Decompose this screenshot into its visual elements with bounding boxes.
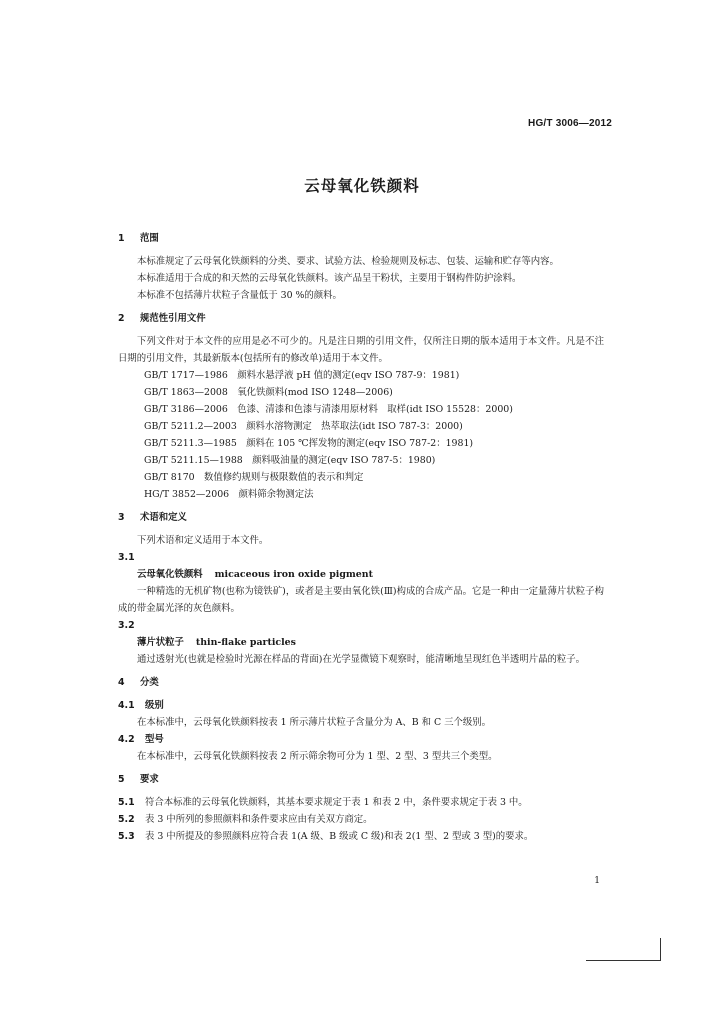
section-heading: 2 规范性引用文件 bbox=[118, 313, 206, 324]
section-heading: 1 范围 bbox=[118, 233, 159, 244]
reference-item: GB/T 3186—2006 色漆、清漆和色漆与清漆用原材料 取样(idt ISO 15528：2000) bbox=[144, 404, 513, 415]
paragraph: 本标准适用于合成的和天然的云母氧化铁颜料。该产品呈干粉状，主要用于钢构件防护涂料。 bbox=[137, 273, 522, 284]
paragraph: 本标准规定了云母氧化铁颜料的分类、要求、试验方法、检验规则及标志、包装、运输和贮存等内容。 bbox=[137, 256, 559, 267]
section-heading: 3 术语和定义 bbox=[118, 512, 187, 523]
reference-item: GB/T 5211.2—2003 颜料水溶物测定 热萃取法(idt ISO 787-3：2000) bbox=[144, 421, 463, 432]
paragraph: 下列术语和定义适用于本文件。 bbox=[137, 535, 269, 546]
section-heading: 5 要求 bbox=[118, 774, 159, 785]
corner-mark-horizontal bbox=[586, 960, 661, 961]
term-number: 3.1 bbox=[118, 552, 135, 563]
paragraph: 在本标准中，云母氧化铁颜料按表 2 所示筛余物可分为 1 型、2 型、3 型共三个类型。 bbox=[137, 751, 498, 762]
standard-code: HG/T 3006—2012 bbox=[528, 118, 612, 129]
term-name: 薄片状粒子 thin-flake particles bbox=[137, 637, 296, 648]
reference-item: HG/T 3852—2006 颜料筛余物测定法 bbox=[144, 489, 314, 500]
document-title: 云母氧化铁颜料 bbox=[304, 177, 420, 195]
paragraph: 本标准不包括薄片状粒子含量低于 30 %的颜料。 bbox=[137, 290, 342, 301]
requirement-item: 5.2 表 3 中所列的参照颜料和条件要求应由有关双方商定。 bbox=[118, 814, 373, 825]
requirement-item: 5.1 符合本标准的云母氧化铁颜料，其基本要求规定于表 1 和表 2 中，条件要求规定于表 3 中。 bbox=[118, 797, 528, 808]
paragraph: 在本标准中，云母氧化铁颜料按表 1 所示薄片状粒子含量分为 A、B 和 C 三个级别。 bbox=[137, 717, 492, 728]
paragraph: 下列文件对于本文件的应用是必不可少的。凡是注日期的引用文件，仅所注日期的版本适用于本文件。凡是不注日期的引用文件，其最新版本(包括所有的修改单)适用于本文件。 bbox=[118, 336, 604, 364]
reference-item: GB/T 1863—2008 氧化铁颜料(mod ISO 1248—2006) bbox=[144, 387, 393, 398]
reference-item: GB/T 5211.15—1988 颜料吸油量的测定(eqv ISO 787-5：1980) bbox=[144, 455, 436, 466]
corner-mark-vertical bbox=[660, 938, 661, 960]
requirement-item: 5.3 表 3 中所提及的参照颜料应符合表 1(A 级、B 级或 C 级)和表 2(1 型、2 型或 3 型)的要求。 bbox=[118, 831, 534, 842]
reference-item: GB/T 8170 数值修约规则与极限数值的表示和判定 bbox=[144, 472, 364, 483]
subsection-heading: 4.1 级别 bbox=[118, 700, 164, 711]
term-name: 云母氧化铁颜料 micaceous iron oxide pigment bbox=[137, 569, 373, 580]
page-number: 1 bbox=[594, 876, 600, 886]
reference-item: GB/T 5211.3—1985 颜料在 105 ℃挥发物的测定(eqv ISO 787-2：1981) bbox=[144, 438, 474, 449]
term-number: 3.2 bbox=[118, 620, 135, 631]
subsection-heading: 4.2 型号 bbox=[118, 734, 164, 745]
term-definition: 通过透射光(也就是检验时光源在样品的背面)在光学显微镜下观察时，能清晰地呈现红色半透明片晶的粒子。 bbox=[137, 654, 585, 665]
document-body bbox=[118, 224, 604, 845]
reference-item: GB/T 1717—1986 颜料水悬浮液 pH 值的测定(eqv ISO 787-9：1981) bbox=[144, 370, 460, 381]
section-heading: 4 分类 bbox=[118, 677, 159, 688]
term-definition: 一种精选的无机矿物(也称为镜铁矿)，或者是主要由氧化铁(Ⅲ)构成的合成产品。它是一种由一定量薄片状粒子构成的带金属光泽的灰色颜料。 bbox=[118, 586, 604, 614]
